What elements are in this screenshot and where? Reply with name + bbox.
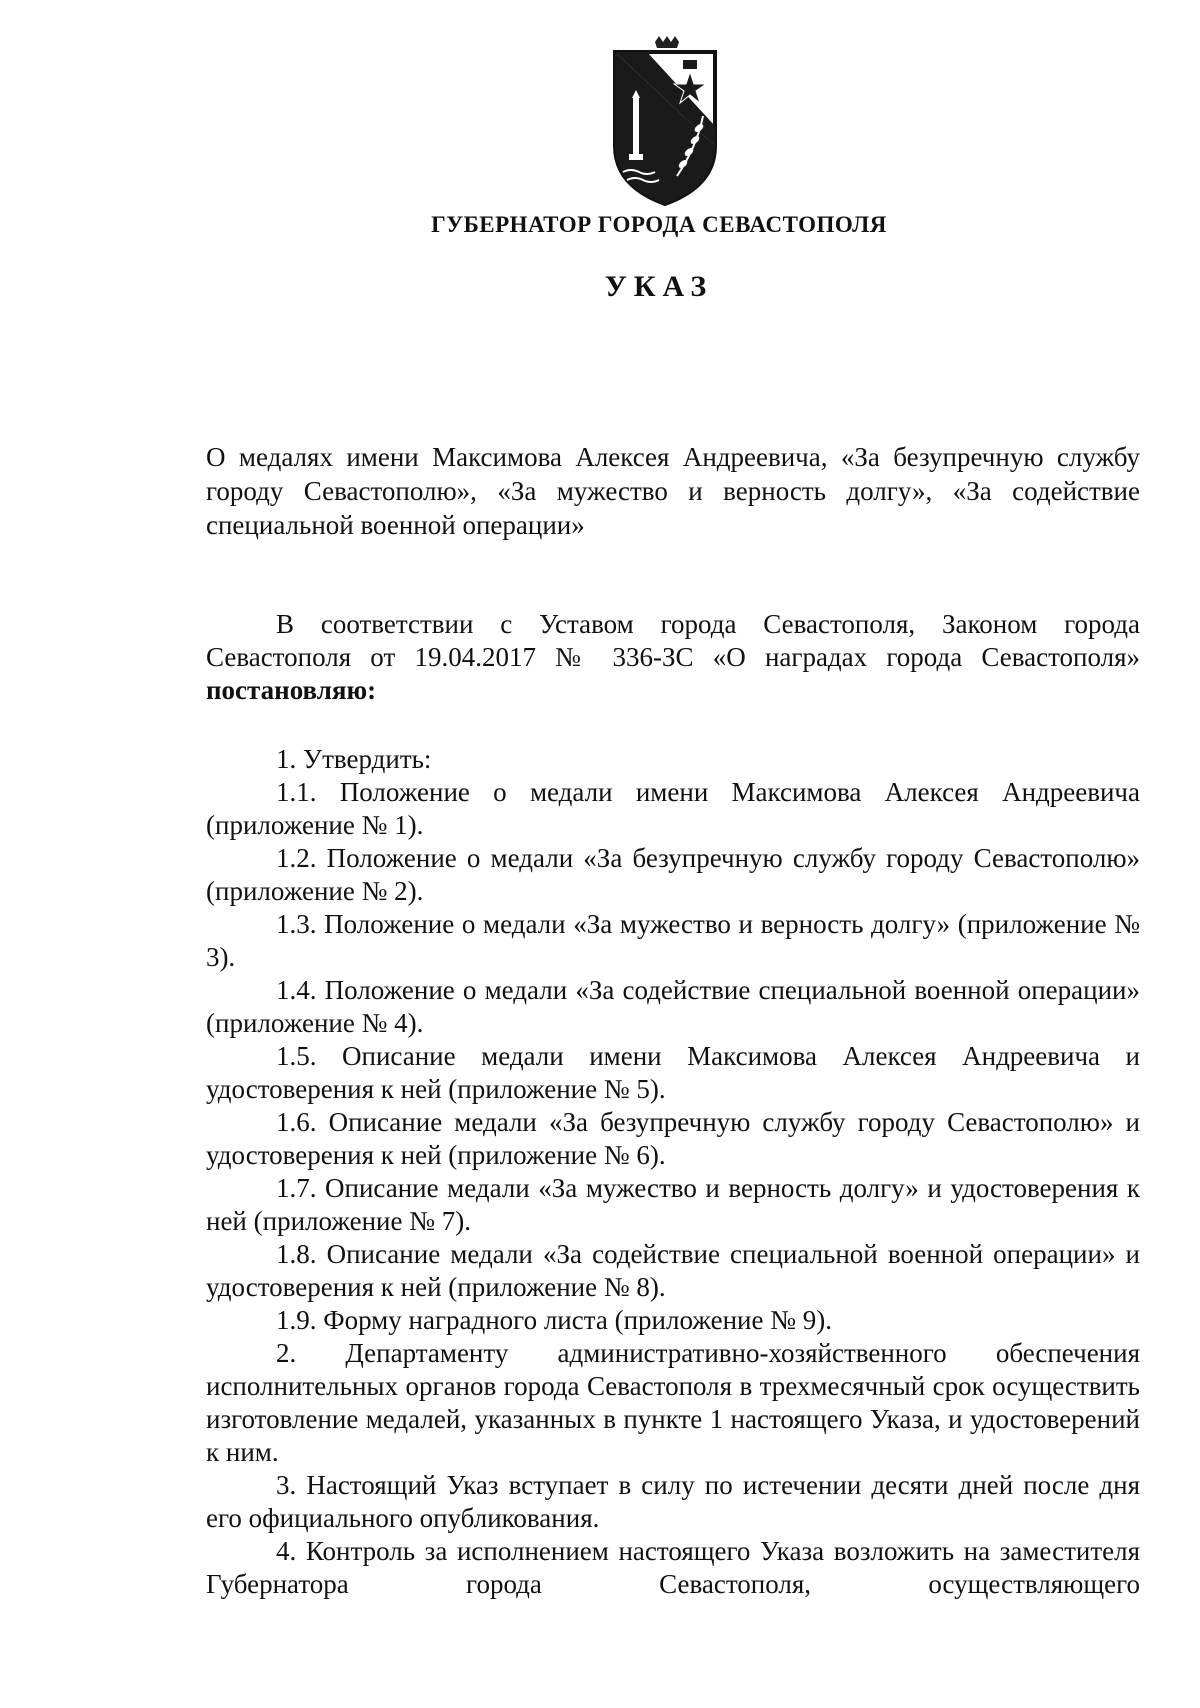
decree-item: 2. Департаменту административно-хозяйственного обеспечения исполнительных органов города Севастополя в трехмесячный срок осуществить изготовление медалей, указанных в пункте 1 настоящего Указа, и удостоверений к ним. [206, 1338, 1140, 1467]
resolve-word: постановляю: [206, 675, 377, 705]
decree-item: 1.1. Положение о медали имени Максимова Алексея Андреевича (приложение № 1). [206, 777, 1140, 840]
decree-item: 4. Контроль за исполнением настоящего Указа возложить на заместителя Губернатора города Севастополя, осуществляющего [206, 1536, 1140, 1599]
decree-body [206, 608, 1140, 1601]
issuer-title: ГУБЕРНАТОР ГОРОДА СЕВАСТОПОЛЯ [431, 212, 887, 237]
legal-basis-text: В соответствии с Уставом города Севастополя, Законом города Севастополя от 19.04.2017 № 336-ЗС «О наградах города Севастополя» [206, 609, 1140, 672]
decree-item: 1.3. Положение о медали «За мужество и верность долгу» (приложение № 3). [206, 909, 1140, 972]
document-type-title: УКАЗ [604, 270, 714, 303]
decree-item: 1.7. Описание медали «За мужество и верность долгу» и удостоверения к ней (приложение № 7). [206, 1173, 1140, 1236]
decree-item: 1.6. Описание медали «За безупречную службу городу Севастополю» и удостоверения к ней (приложение № 6). [206, 1107, 1140, 1170]
decree-item: 1.5. Описание медали имени Максимова Алексея Андреевича и удостоверения к ней (приложение № 5). [206, 1041, 1140, 1104]
legal-basis-paragraph [206, 608, 1140, 707]
decree-item: 1.8. Описание медали «За содействие специальной военной операции» и удостоверения к ней (приложение № 8). [206, 1239, 1140, 1302]
decree-item: 1.4. Положение о медали «За содействие специальной военной операции» (приложение № 4). [206, 975, 1140, 1038]
decree-item: 1.2. Положение о медали «За безупречную службу городу Севастополю» (приложение № 2). [206, 843, 1140, 906]
decree-item: 3. Настоящий Указ вступает в силу по истечении десяти дней после дня его официального опубликования. [206, 1470, 1140, 1533]
decree-item: 1. Утвердить: [276, 744, 432, 774]
decree-item: 1.9. Форму наградного листа (приложение № 9). [276, 1305, 832, 1335]
decree-subject: О медалях имени Максимова Алексея Андреевича, «За безупречную службу городу Севастополю», «За мужество и верность долгу», «За содействие специальной военной операции» [206, 442, 1140, 540]
sevastopol-coat-of-arms-emblem [607, 36, 723, 212]
